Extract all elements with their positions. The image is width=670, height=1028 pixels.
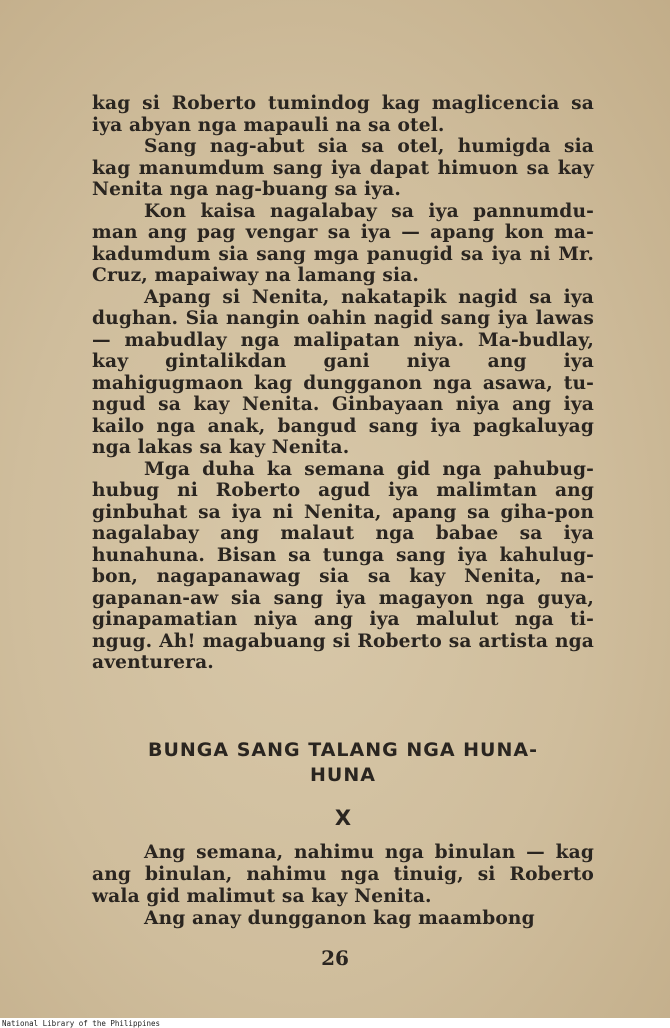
source-footer: National Library of the Philippines [2, 1019, 161, 1028]
paragraph: Ang semana, nahimu nga binulan — kag ang binulan, nahimu nga tinuig, si Roberto wala gid malimut sa kay Nenita. [92, 842, 594, 907]
chapter-title-line-1: BUNGA SANG TALANG NGA HUNA- [148, 739, 538, 761]
paragraph: Mga duha ka semana gid nga pahubug-hubug ni Roberto agud iya malimtan ang ginbuhat sa iya ni Nenita, apang sa giha-pon nagalabay ang malaut nga babae sa iya hunahuna. Bisan sa tunga sang iya kahulug-bon, nagapanawag sia sa kay Nenita, na-gapanan-aw sia sang iya magayon nga guya, ginapamatian niya ang iya malulut nga ti-ngug. Ah! magabuang si Roberto sa artista nga aventurera. [92, 458, 594, 673]
paragraph: Kon kaisa nagalabay sa iya pannumdu-man ang pag vengar sa iya — apang kon ma-kadumdum sia sang mga panugid sa iya ni Mr. Cruz, mapaiway na lamang sia. [92, 200, 594, 286]
chapter-number: X [334, 806, 352, 830]
paragraph: Sang nag-abut sia sa otel, humigda sia kag manumdum sang iya dapat himuon sa kay Nenita nga nag-buang sa iya. [92, 136, 594, 200]
body-text [92, 93, 594, 674]
chapter-title [92, 738, 594, 788]
paragraph: kag si Roberto tumindog kag maglicencia sa iya abyan nga mapauli na sa otel. [92, 93, 594, 136]
paragraph: Ang anay dungganon kag maambong [144, 908, 535, 929]
chapter-text [92, 842, 594, 930]
paragraph: Apang si Nenita, nakatapik nagid sa iya dughan. Sia nangin oahin nagid sang iya lawas — mabudlay nga malipatan niya. Ma-budlay, kay gintalikdan gani niya ang iya mahigugmaon kag dungganon nga asawa, tu-ngud sa kay Nenita. Ginbayaan niya ang iya kailo nga anak, bangud sang iya pagkaluyag nga lakas sa kay Nenita. [92, 286, 594, 458]
page-number: 26 [321, 946, 349, 970]
chapter-title-line-2: HUNA [310, 764, 376, 786]
